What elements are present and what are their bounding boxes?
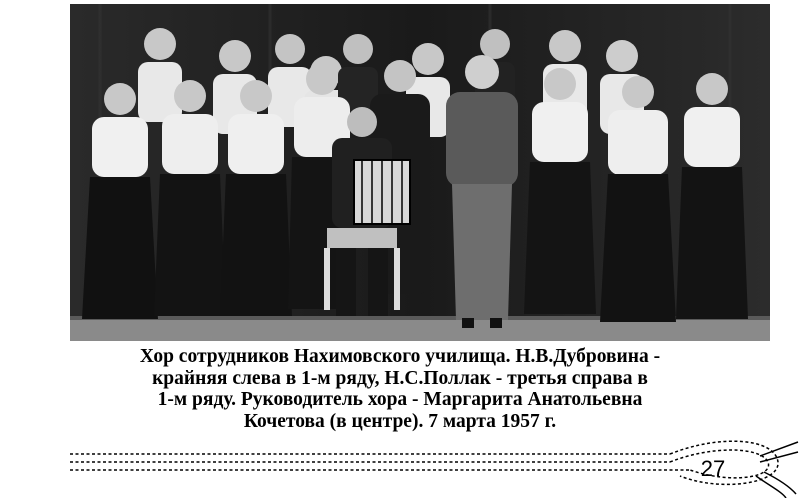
caption-line-3: 1-м ряду. Руководитель хора - Маргарита Анатольевна xyxy=(157,389,643,410)
choir-photo xyxy=(70,4,770,341)
caption-line-1: Хор сотрудников Нахимовского училища. Н.В.Дубровина - xyxy=(139,346,661,367)
caption-line-4: Кочетова (в центре). 7 марта 1957 г. xyxy=(243,410,557,432)
photo-caption xyxy=(40,346,760,432)
choir-photo-illustration xyxy=(70,4,770,341)
page-number: 27 xyxy=(700,456,726,481)
caption-line-2: крайняя слева в 1-м ряду, Н.С.Поллак - третья справа в xyxy=(152,367,648,389)
